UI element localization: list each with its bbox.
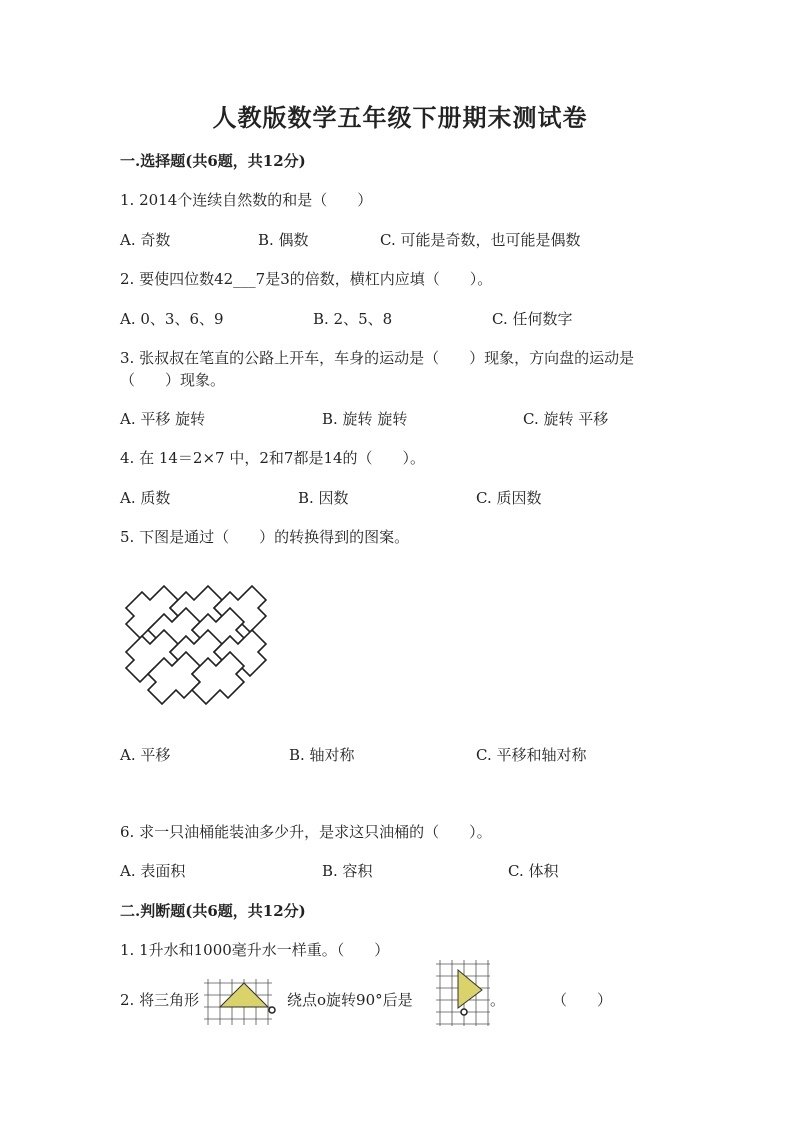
page-title: 人教版数学五年级下册期末测试卷 [212, 103, 588, 132]
question-3-option-a[interactable]: A. 平移 旋转 [120, 410, 206, 428]
judgement-2-text-start: 2. 将三角形 [120, 991, 200, 1009]
question-5-option-a[interactable]: A. 平移 [120, 746, 171, 764]
judgement-1-stem: 1. 1升水和1000毫升水一样重。（ ） [120, 941, 390, 959]
judgement-2-text-middle: 绕点o旋转90°后是 [287, 991, 413, 1009]
rotation-point-after [461, 1009, 467, 1015]
question-1-option-c[interactable]: C. 可能是奇数，也可能是偶数 [380, 231, 581, 249]
rotation-point [269, 1007, 275, 1013]
question-2-option-a[interactable]: A. 0、3、6、9 [120, 310, 224, 328]
question-2-stem: 2. 要使四位数42___7是3的倍数，横杠内应填（ ）。 [120, 270, 493, 288]
judgement-2-answer-blank[interactable]: （ ） [552, 991, 613, 1009]
question-1-option-b[interactable]: B. 偶数 [258, 231, 309, 249]
section-heading-judgement: 二.判断题(共6题，共12分) [120, 902, 306, 920]
section-heading-choice: 一.选择题(共6题，共12分) [120, 152, 306, 170]
question-6-option-c[interactable]: C. 体积 [508, 862, 559, 880]
question-6-option-b[interactable]: B. 容积 [322, 862, 373, 880]
question-5-option-b[interactable]: B. 轴对称 [289, 746, 355, 764]
question-3-option-c[interactable]: C. 旋转 平移 [523, 410, 609, 428]
question-5-option-c[interactable]: C. 平移和轴对称 [476, 746, 587, 764]
question-1-option-a[interactable]: A. 奇数 [120, 231, 171, 249]
judgement-2-text-end: 。 [490, 991, 506, 1009]
triangle-grid-before [204, 973, 284, 1025]
triangle-grid-after [436, 960, 490, 1026]
question-4-option-a[interactable]: A. 质数 [120, 489, 171, 507]
question-6-stem: 6. 求一只油桶能装油多少升，是求这只油桶的（ ）。 [120, 823, 492, 841]
question-2-option-b[interactable]: B. 2、5、8 [313, 310, 393, 328]
question-4-option-c[interactable]: C. 质因数 [476, 489, 542, 507]
question-1-stem: 1. 2014个连续自然数的和是（ ） [120, 191, 373, 209]
question-4-stem: 4. 在 14＝2×7 中，2和7都是14的（ ）。 [120, 449, 426, 467]
question-3-stem-continued: （ ）现象。 [120, 371, 226, 389]
question-4-option-b[interactable]: B. 因数 [298, 489, 349, 507]
question-3-stem: 3. 张叔叔在笔直的公路上开车，车身的运动是（ ）现象，方向盘的运动是 [120, 349, 635, 367]
question-6-option-a[interactable]: A. 表面积 [120, 862, 186, 880]
question-5-stem: 5. 下图是通过（ ）的转换得到的图案。 [120, 528, 410, 546]
question-2-option-c[interactable]: C. 任何数字 [492, 310, 573, 328]
question-3-option-b[interactable]: B. 旋转 旋转 [322, 410, 408, 428]
tiled-pattern-figure [120, 578, 265, 703]
